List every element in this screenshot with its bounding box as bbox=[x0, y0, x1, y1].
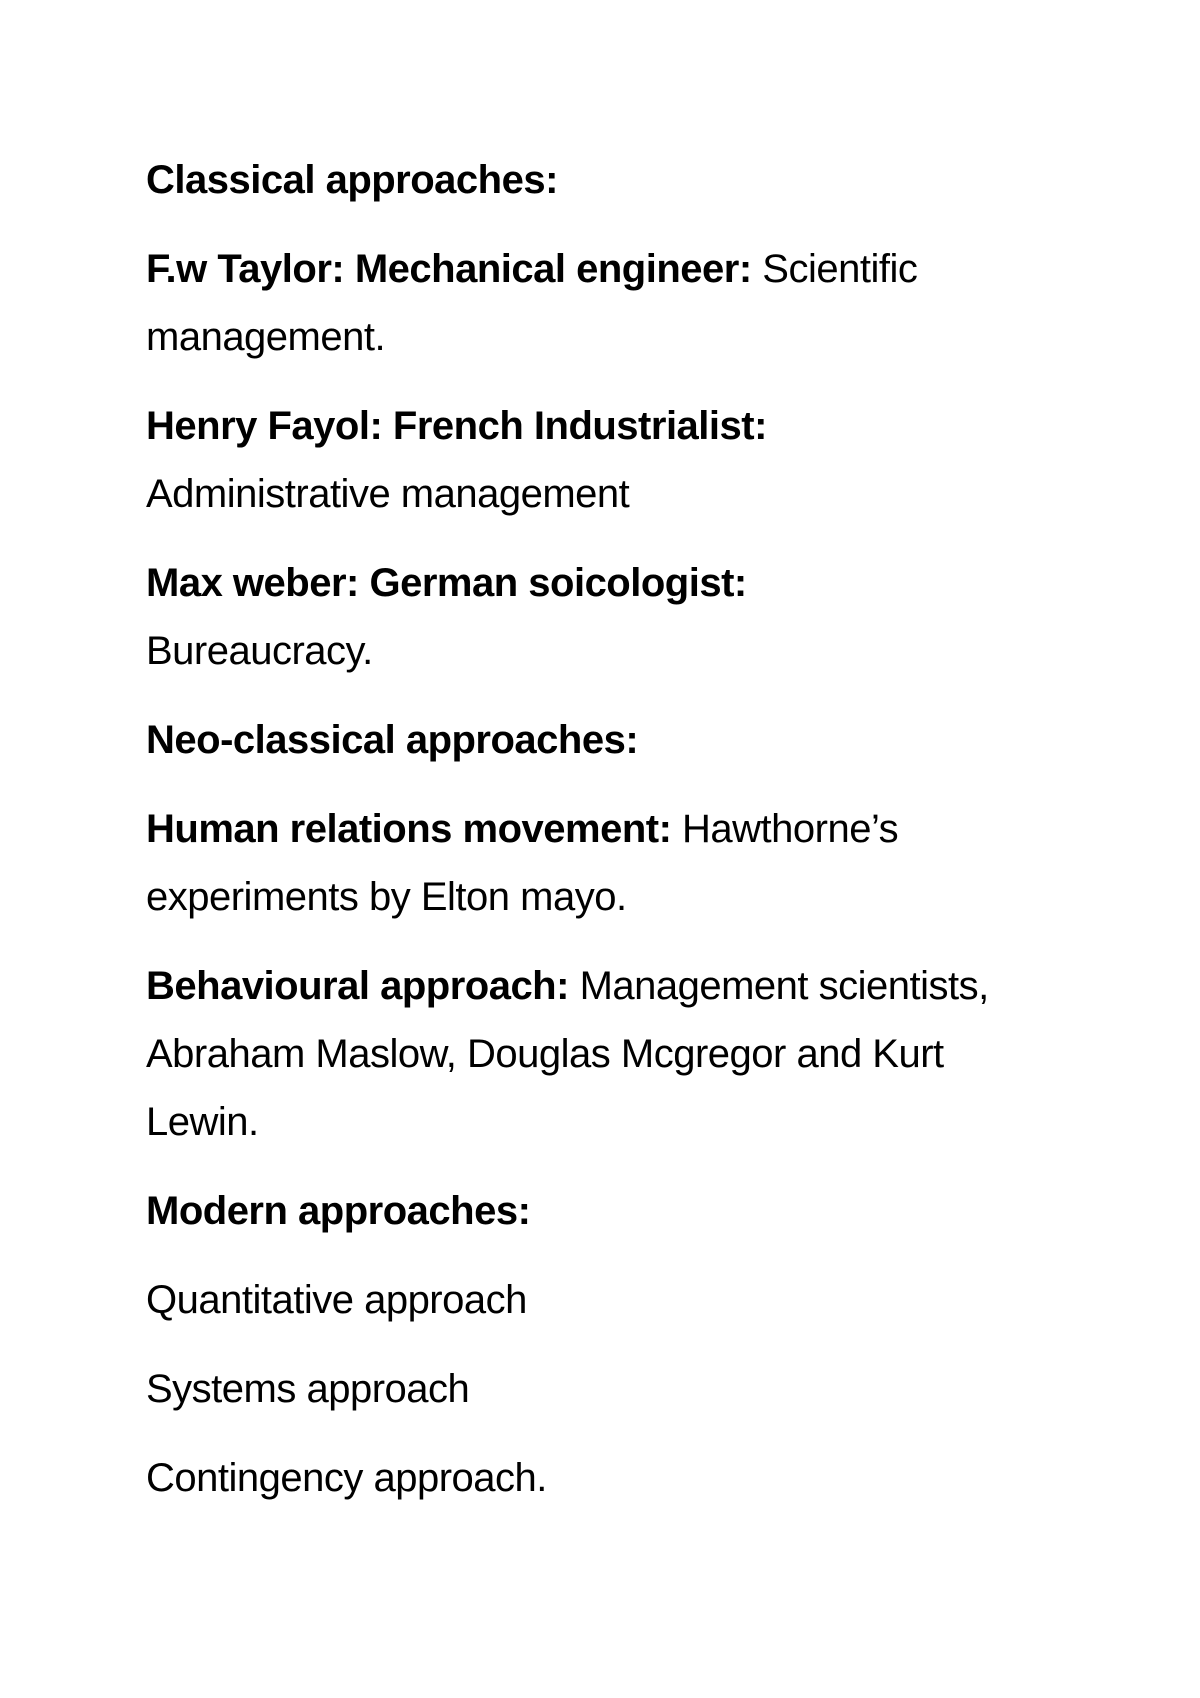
paragraph-human-relations bbox=[146, 795, 1046, 931]
behavioural-text: Management scientists, Abraham Maslow, Douglas Mcgregor and Kurt Lewin. bbox=[146, 964, 989, 1144]
weber-role: German soicologist: bbox=[369, 561, 747, 605]
heading-neoclassical-approaches: Neo-classical approaches: bbox=[146, 718, 639, 762]
modern-item: Quantitative approach bbox=[146, 1278, 527, 1322]
paragraph-taylor bbox=[146, 235, 1046, 371]
document-body bbox=[146, 146, 1046, 1512]
modern-item: Systems approach bbox=[146, 1367, 470, 1411]
paragraph-weber bbox=[146, 549, 1046, 685]
human-relations-label: Human relations movement: bbox=[146, 807, 672, 851]
behavioural-label: Behavioural approach: bbox=[146, 964, 569, 1008]
taylor-text: Scientific management. bbox=[146, 247, 918, 359]
fayol-name: Henry Fayol: bbox=[146, 404, 383, 448]
weber-name: Max weber: bbox=[146, 561, 359, 605]
modern-item: Contingency approach. bbox=[146, 1456, 547, 1500]
heading-classical-approaches: Classical approaches: bbox=[146, 158, 558, 202]
paragraph-behavioural bbox=[146, 952, 1046, 1156]
human-relations-text: Hawthorne’s experiments by Elton mayo. bbox=[146, 807, 899, 919]
taylor-name: F.w Taylor: bbox=[146, 247, 345, 291]
fayol-text: Administrative management bbox=[146, 472, 630, 516]
taylor-role: Mechanical engineer: bbox=[354, 247, 752, 291]
heading-modern-approaches: Modern approaches: bbox=[146, 1189, 531, 1233]
weber-text: Bureaucracy. bbox=[146, 629, 373, 673]
paragraph-fayol bbox=[146, 392, 1046, 528]
fayol-role: French Industrialist: bbox=[392, 404, 767, 448]
